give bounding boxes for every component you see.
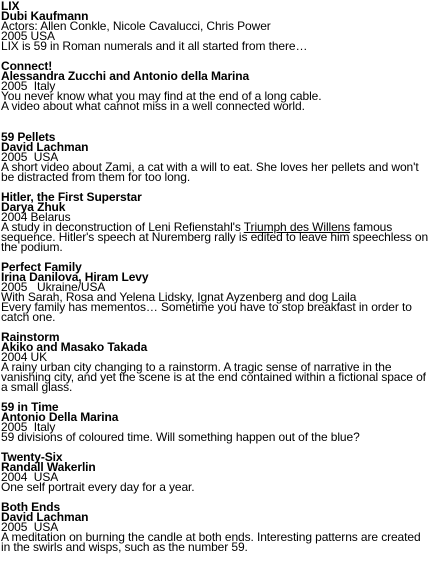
film-description: A meditation on burning the candle at both ends. Interesting patterns are created in the swirls and wisps, such as the number 59. [1,530,421,554]
film-year-country: 2005 Italy [1,420,56,434]
film-entry-rainstorm [1,332,432,392]
film-title: Connect! [1,59,53,73]
film-year-country: 2004 UK [1,350,47,364]
film-description: One self portrait every day for a year. [1,480,195,494]
film-director: Darya Zhuk [1,200,66,214]
film-director: David Lachman [1,140,89,154]
film-director: Alessandra Zucchi and Antonio della Marina [1,69,250,83]
film-year-country: 2005 USA [1,150,59,164]
film-title: Rainstorm [1,330,60,344]
film-year-country: 2005 Italy [1,79,56,93]
film-description: 59 divisions of coloured time. Will something happen out of the blue? [1,430,360,444]
film-year-country: 2004 USA [1,470,59,484]
film-actors: Actors: Allen Conkle, Nicole Cavalucci, Chris Power [1,19,271,33]
film-title: 59 in Time [1,400,59,414]
film-director: Antonio Della Marina [1,410,119,424]
film-description: Every family has mementos… Sometime you have to stop breakfast in order to catch one. [1,300,412,324]
film-entry-twenty-six [1,452,432,492]
film-title: 59 Pellets [1,130,56,144]
film-description-text: A study in deconstruction of Leni Refienstahl's [1,220,244,234]
film-title: Hitler, the First Superstar [1,190,142,204]
film-entry-hitler-first-superstar [1,192,432,252]
film-description-text-after: famous sequence. Hitler's speech at Nuremberg rally is edited to leave him speechless on the podium. [1,220,429,254]
film-director: Irina Danilova, Hiram Levy [1,270,149,284]
film-entry-lix [1,1,432,51]
film-entry-both-ends [1,502,432,552]
film-year-country: 2005 Ukraine/USA [1,280,106,294]
film-description: A rainy urban city changing to a rainstorm. A tragic sense of narrative in the vanishing city, and yet the scene is at the end contained within a fictional space of a small glass. [1,360,426,394]
film-entry-59-pellets [1,132,432,182]
film-title: Both Ends [1,500,61,514]
film-cast: With Sarah, Rosa and Yelena Lidsky, Ignat Ayzenberg and dog Laila [1,290,357,304]
film-description-line-2: A video about what cannot miss in a well connected world. [1,99,305,113]
film-description: You never know what you may find at the end of a long cable. [1,89,322,103]
film-description [1,222,429,252]
film-year-country: 2005 USA [1,29,55,43]
film-entry-59-in-time [1,402,432,442]
film-entry-connect [1,61,432,111]
film-director: Randall Wakerlin [1,460,96,474]
film-director: Akiko and Masako Takada [1,340,148,354]
film-entry-perfect-family [1,262,432,322]
film-year-country: 2005 USA [1,520,59,534]
film-title: Perfect Family [1,260,82,274]
film-director: David Lachman [1,510,89,524]
film-year-country: 2004 Belarus [1,210,71,224]
triumph-des-willens-link[interactable]: Triumph des Willens [243,220,351,234]
film-title: Twenty-Six [1,450,63,464]
film-description: A short video about Zami, a cat with a will to eat. She loves her pellets and won't be distracted from them for too long. [1,160,419,184]
film-description: LIX is 59 in Roman numerals and it all started from there… [1,39,308,53]
film-title: LIX [1,0,20,13]
film-director: Dubi Kaufmann [1,9,89,23]
